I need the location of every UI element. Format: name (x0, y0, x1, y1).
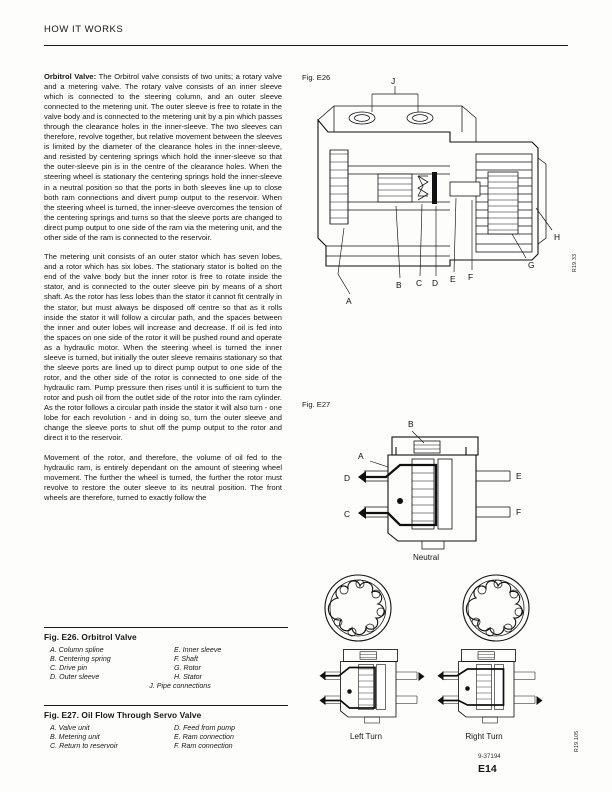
callout-J: J (391, 76, 396, 86)
callout-C: C (344, 509, 351, 519)
figure-e27-gerotor-pair (318, 572, 568, 644)
caption-e26-rule (44, 627, 288, 628)
callout-E: E (450, 274, 456, 284)
legend-item: F. Ram connection (174, 741, 233, 750)
figure-e26-side-code: R19.33 (572, 253, 578, 272)
page-header-title: HOW IT WORKS (44, 24, 124, 35)
legend-item: G. Rotor (174, 663, 201, 672)
figure-e27-servo-valve-left-turn (306, 636, 426, 726)
body-text-column (44, 72, 282, 512)
legend-e27-right (174, 724, 235, 751)
callout-C: C (416, 278, 423, 288)
callout-B: B (408, 419, 414, 429)
callout-H: H (554, 232, 561, 242)
legend-item: B. Centering spring (50, 654, 111, 663)
paragraph-1-lead: Orbitrol Valve: (44, 72, 97, 81)
paragraph-1-text: The Orbitrol valve consists of two units; a rotary valve and a metering valve. The rotary valve consists of an inner sleeve which is connected to the steering column, and an outer sleeve connected to the metering unit. The outer sleeve is free to rotate in the valve body and is connected to the metering unit by a pin which passes through the clearance holes in the inner-sleeve. The two sleeves can therefore, revolve together, but relative movement between the sleeves is limited by the diameter of the clearance holes in the inner-sleeve, and resisted by centering springs which hold the inner-sleeve so that the outer-sleeve pin is in the centre of the clearance holes. When the steering wheel is stationary the centering springs hold the inner-sleeve in a neutral position so that the ports in both sleeves line up to close both ram connections and divert pump output to the reservoir. When the steering wheel is turned, the inner-sleeve overcomes the tension of the centering springs and turns so that the sleeve ports are changed to direct pump output to one side of the ram via the metering unit, and the other side of the ram is connected to the reservoir. (44, 72, 283, 242)
legend-item: E. Inner sleeve (174, 645, 222, 654)
figure-e27-side-code: R19.105 (574, 730, 580, 752)
callout-B: B (396, 280, 402, 290)
paragraph-2: The metering unit consists of an outer stator which has seven lobes, and a rotor which has six lobes. The stationary stator is bolted on the end of the valve body but the inner rotor is free to rotate inside the stator, and is connected to the outer sleeve pin by means of a short shaft. As the rotor has less lobes than the stator it cannot fit centrally in the stator, but must always be disposed off centre so that as it rolls inside the stator it will follow a circular path, and the spaces between the inner and outer lobes will increase and decrease. If oil is fed into the spaces on one side of the rotor it will be pushed round and operate as a hydraulic motor. When the steering wheel is turned the inner sleeve is turned, but initially the outer sleeve remains stationary so that the sleeve ports are lined up to direct pump output to one side of the rotor, and the other side of the rotor is connected to one side of the hydraulic ram. Pump pressure then rises until it is sufficient to turn the rotor and push oil from the outlet side of the rotor into the ram cylinder. As the rotor follows a circular path inside the stator it will also turn - one lobe for each revolution - and in doing so, turn the outer sleeve and change the sleeve ports to shut off the pump output to the rotor and direct it to the reservoir. (44, 252, 282, 443)
legend-e26-left (50, 646, 111, 682)
footer-page-number: E14 (478, 763, 497, 775)
callout-F: F (468, 272, 474, 282)
figure-e27-label: Fig. E27 (302, 400, 331, 409)
figure-e27-servo-valve-right-turn (424, 636, 544, 726)
callout-D: D (344, 473, 351, 483)
figure-e27-neutral-label: Neutral (412, 553, 440, 562)
figure-e27-servo-valve-neutral (326, 415, 576, 550)
legend-item: H. Stator (174, 672, 202, 681)
legend-e27-left (50, 724, 118, 751)
caption-e27-rule (44, 705, 288, 706)
caption-block-e26 (44, 627, 288, 690)
legend-e26-center: J. Pipe connections (149, 681, 211, 690)
figure-e27-left-turn-label: Left Turn (350, 732, 382, 741)
caption-e27-title: Fig. E27. Oil Flow Through Servo Valve (44, 710, 202, 721)
legend-item: A. Valve unit (50, 723, 90, 732)
callout-D: D (432, 278, 439, 288)
paragraph-1 (44, 72, 282, 243)
legend-item: E. Ram connection (174, 732, 234, 741)
legend-item: D. Feed from pump (174, 723, 236, 732)
legend-item: C. Drive pin (50, 663, 88, 672)
legend-e26-right (174, 646, 221, 682)
callout-A: A (358, 451, 364, 461)
legend-e26 (44, 645, 288, 690)
callout-A: A (346, 296, 352, 306)
legend-item: A. Column spline (50, 645, 104, 654)
legend-item: F. Shaft (174, 654, 198, 663)
callout-F: F (516, 507, 522, 517)
paragraph-3: Movement of the rotor, and therefore, the volume of oil fed to the hydraulic ram, is entirely dependant on the amount of steering wheel movement. The further the wheel is turned, the further the rotor must revolve to restore the outer sleeve to its neutral position. The front wheels are therefore, turned to exactly follow the (44, 452, 282, 502)
legend-item: D. Outer sleeve (50, 672, 100, 681)
callout-G: G (528, 260, 535, 270)
figure-e27-right-turn-label: Right Turn (465, 732, 503, 741)
footer-document-code: 9-37194 (478, 753, 501, 760)
callout-E: E (516, 471, 522, 481)
legend-e27 (44, 724, 288, 754)
caption-block-e27 (44, 705, 288, 754)
legend-item: C. Return to reservoir (50, 741, 118, 750)
legend-item: B. Metering unit (50, 732, 100, 741)
figure-e26-label: Fig. E26 (302, 73, 331, 82)
header-divider (44, 45, 568, 46)
caption-e26-title: Fig. E26. Orbitrol Valve (44, 632, 137, 643)
